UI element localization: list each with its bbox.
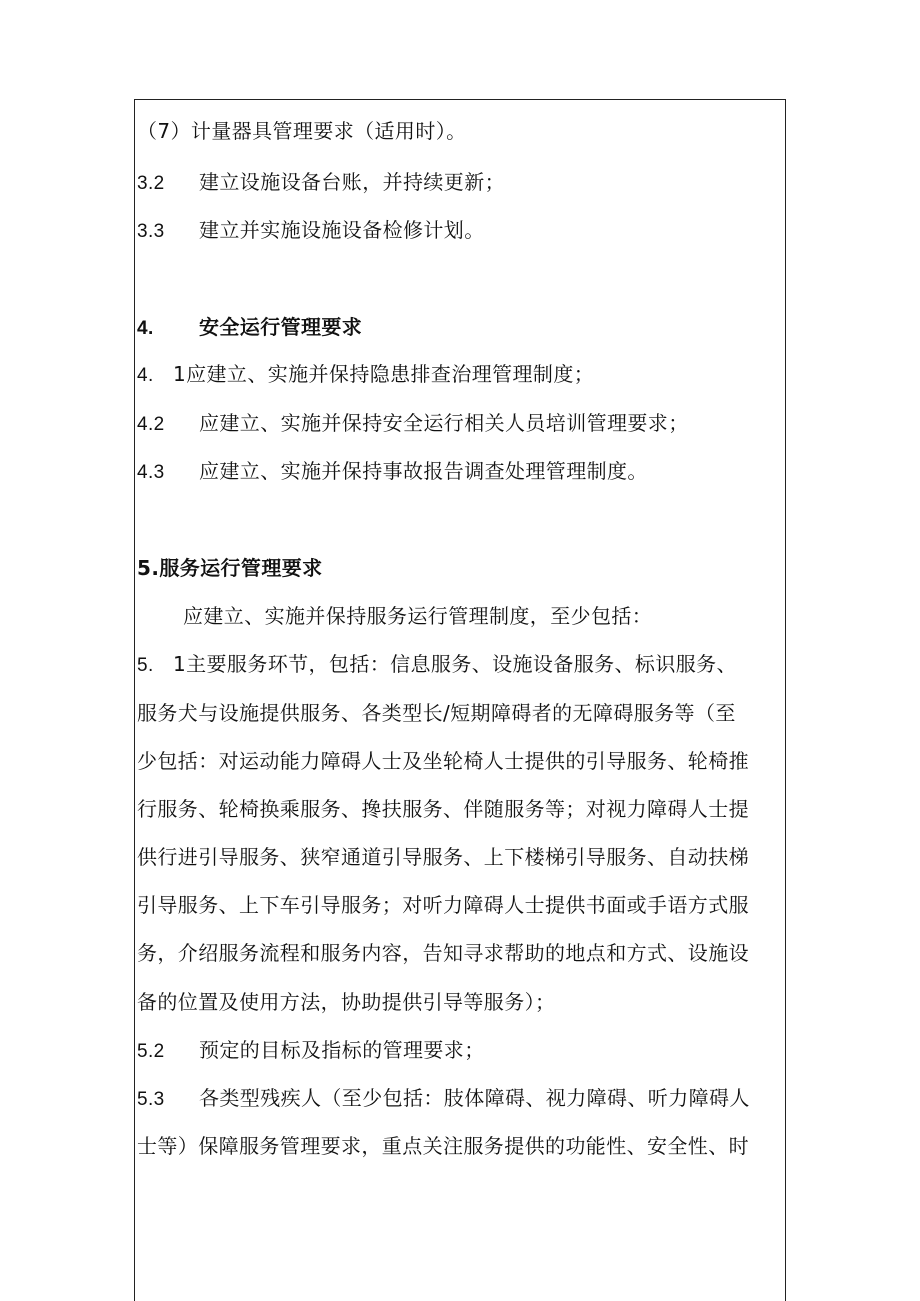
section-heading-4: 4. 安全运行管理要求 xyxy=(137,315,363,339)
text-line-7: （7）计量器具管理要求（适用时）。 xyxy=(137,119,467,143)
intro-paragraph: 应建立、实施并保持服务运行管理制度，至少包括： xyxy=(183,604,653,628)
item-5-2: 5.2 预定的目标及指标的管理要求； xyxy=(137,1038,485,1062)
paragraph-line: 务，介绍服务流程和服务内容，告知寻求帮助的地点和方式、设施设 xyxy=(137,941,749,965)
item-4-2: 4.2 应建立、实施并保持安全运行相关人员培训管理要求； xyxy=(137,411,689,435)
paragraph-line: 供行进引导服务、狭窄通道引导服务、上下楼梯引导服务、自动扶梯 xyxy=(137,845,749,869)
item-3-3: 3.3 建立并实施设施设备检修计划。 xyxy=(137,218,485,242)
paragraph-line: 引导服务、上下车引导服务；对听力障碍人士提供书面或手语方式服 xyxy=(137,893,749,917)
paragraph-line: 行服务、轮椅换乘服务、搀扶服务、伴随服务等；对视力障碍人士提 xyxy=(137,797,749,821)
paragraph-line: 备的位置及使用方法，协助提供引导等服务）； xyxy=(137,990,556,1014)
item-4-1: 4. 1应建立、实施并保持隐患排查治理管理制度； xyxy=(137,362,595,386)
item-3-2: 3.2 建立设施设备台账，并持续更新； xyxy=(137,170,505,194)
section-heading-5: 5.服务运行管理要求 xyxy=(137,556,323,580)
paragraph-line: 服务犬与设施提供服务、各类型长/短期障碍者的无障碍服务等（至 xyxy=(137,701,736,725)
item-4-3: 4.3 应建立、实施并保持事故报告调查处理管理制度。 xyxy=(137,459,648,483)
paragraph-line: 士等）保障服务管理要求，重点关注服务提供的功能性、安全性、时 xyxy=(137,1134,749,1158)
item-5-1: 5. 1主要服务环节，包括：信息服务、设施设备服务、标识服务、 xyxy=(137,652,737,676)
item-5-3: 5.3 各类型残疾人（至少包括：肢体障碍、视力障碍、听力障碍人 xyxy=(137,1086,750,1110)
paragraph-line: 少包括：对运动能力障碍人士及坐轮椅人士提供的引导服务、轮椅推 xyxy=(137,749,749,773)
